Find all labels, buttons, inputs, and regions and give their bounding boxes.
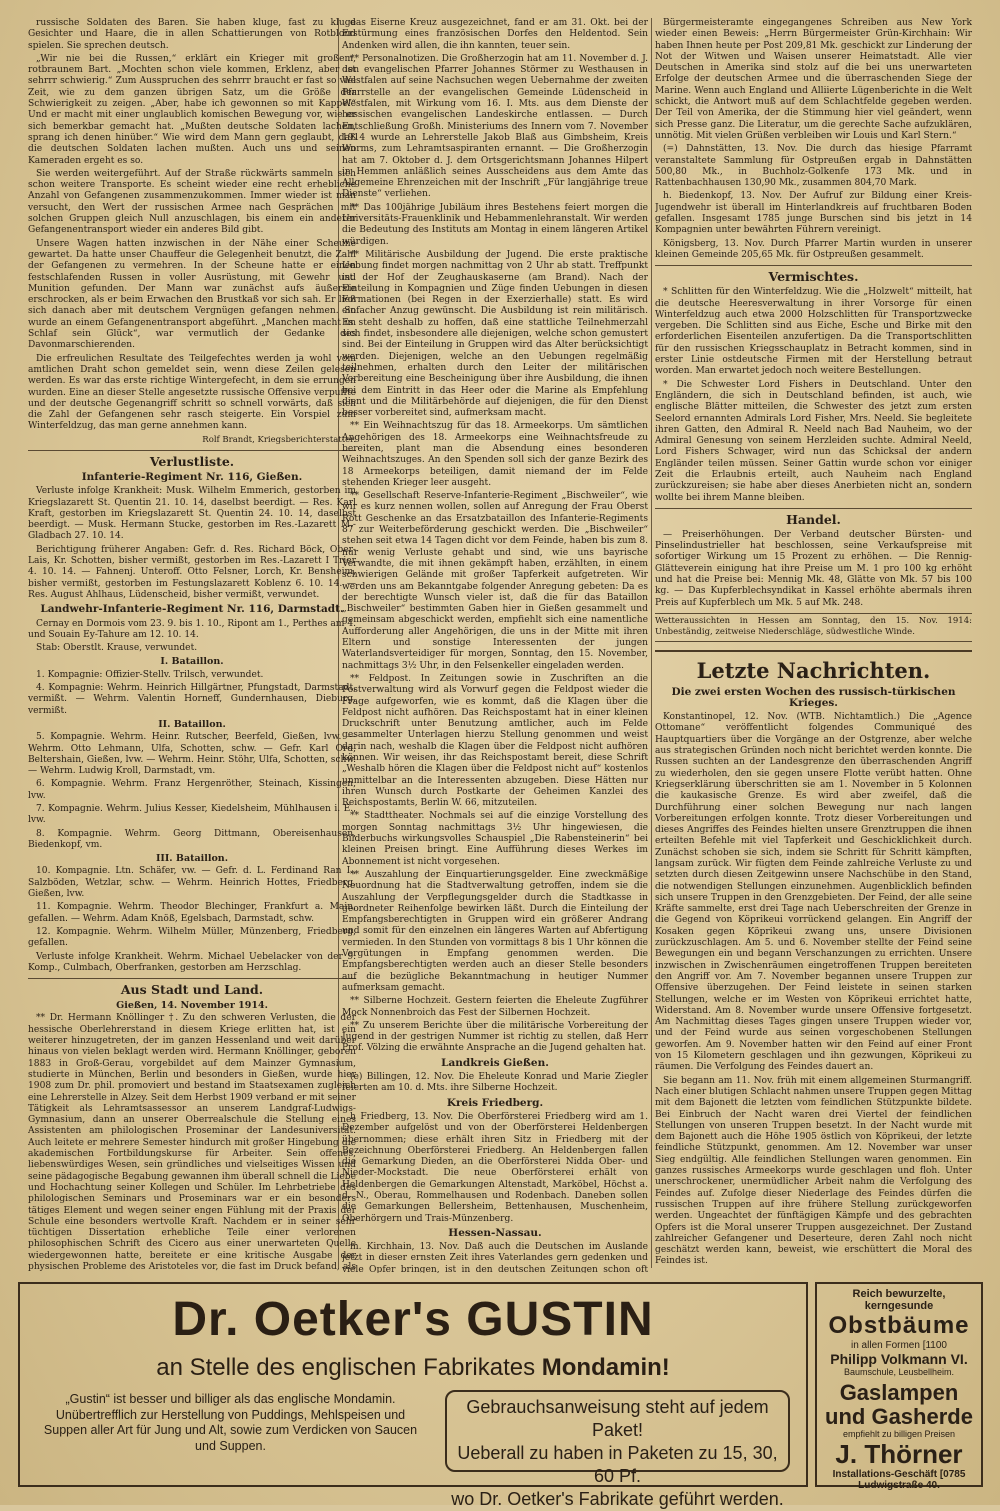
article-paragraph: h. Biedenkopf, 13. Nov. Der Aufruf zur Bildung einer Kreis-Jugendwehr ist überall im Hinterlandkreis auf fruchtbaren Boden gefallen. Insgesamt 1785 junge Burschen sind bis jetzt in 14 Kompagnien unter bewährten Führern vereinigt.	[655, 191, 972, 236]
list-item: Verluste infolge Krankheit. Wehrm. Michael Uebelacker von der 9. Komp., Culmbach, Oberfranken, gestorben am Herzschlag.	[28, 951, 356, 973]
ad-title: Dr. Oetker's GUSTIN	[172, 1293, 654, 1346]
article-paragraph: h Friedberg, 13. Nov. Die Oberförsterei Friedberg wird am 1. Dezember aufgelöst und von der Oberförsterei Heldenbergen übernommen; diese erhält ihren Sitz in Friedberg mit der Bezeichnung Oberförsterei Friedberg. An Heldenbergen fallen die Gemarkung Dieden, an die Oberförsterei Nidda Ober- und Nieder-Mockstadt. Die neue Oberförsterei erhält von Heldenbergen die Gemarkungen Altenstadt, Marköbel, Höchst a. d. N., Oberau, Rommelhausen und Rodenbach. Daneben sollen die Gemarkungen Bellersheim, Bettenhausen, Muschenheim, Oberhörgern und Trais-Münzenberg.	[342, 1111, 648, 1224]
ad-headline-obstbaeume: Obstbäume	[828, 1312, 970, 1339]
battalion-heading: III. Bataillon.	[155, 853, 229, 865]
article-paragraph: * Die Schwester Lord Fishers in Deutschland. Unter den Engländern, die sich in Deutschland befinden, ist auch, wie englische Blätter mitteilen, die Schwester des jetzt zum ersten Seelord ernannten Admirals Lord Fisher, Mrs. Neeld. Sie begleitete ihren Gatten, den Admiral R. Neeld nach Bad Nauheim, wo der Admiral Genesung von seinem Herzleiden suchte. Admiral Neeld, Lord Fishers Schwager, wird nun das Schicksal der andern Engländer teilen müssen. Seiner Gattin wurde schon vor einiger Zeit die Erlaubnis erteilt, auch Nauheim nach England zurückzureisen; sie habe aber dieses Anerbieten nicht an, sondern wollte bei ihrem Manne bleiben.	[655, 379, 972, 503]
article-paragraph: * Schlitten für den Winterfeldzug. Wie die „Holzwelt“ mitteilt, hat die deutsche Heeresverwaltung in ihrer Vorsorge für einen Winterfeldzug auch etwa 2000 Holzschlitten für Transportzwecke vergeben. Die Schlitten sind aus Eiche, Esche und Birke mit den erforderlichen Eisenteilen anzufertigen. Da die Transportschlitten für den russischen Kriegsschauplatz in Betracht kommen, sind in erster Linie ostdeutsche Firmen mit der Herstellung betraut worden. Man erwartet jedoch noch weitere Bestellungen.	[655, 287, 972, 377]
article-paragraph: ** Gesellschaft Reserve-Infanterie-Regiment „Bischweiler“, wie wir es kurz nennen wollen, sollen auf Anregung der Frau Oberst Rott Geschenke an das Ersatzbataillon des Infanterie-Regiments 87 zur Weiterbeförderung geschickt werden. Die „Bischweiler“ stehen seit etwa 14 Tagen dicht vor dem Feinde, haben bis zum 8. nur wenig Verluste gehabt und sind, wie uns bayrische Verwandte, die mit ihnen gekämpft haben, erzählten, in einem schwierigen Gelände mit großer Tapferkeit aufgetreten. Wir werden uns am Bekanntgabe folgender Anregung gebeten: Da es der berechtigte Wunsch vieler ist, daß die für das Bataillon „Bischweiler“ bestimmten Gaben hier in Gießen gesammelt und gemeinsam abgeschickt werden, empfiehlt sich eine namentliche Aufforderung aller Angehörigen, die uns in der Mitte mit ihren Eltern und sonstige Interessenten der jungen Waterlandsverteidiger für morgen, Sonntag, den 15. November, nachmittags 3½ Uhr, in den Felsenkeller eingeladen werden.	[342, 491, 648, 671]
article-paragraph: Die erfreulichen Resultate des Teilgefechtes werden ja wohl vom amtlichen Draht schon gemeldet sein, wenn diese Zeilen gelesen werden. Es war das erste richtige Wintergefecht, in dem sie errungen wurden. Eine an dieser Stelle angesetzte russische Offensive verpuffte und der deutsche Gegenangriff schritt so schnell vorwärts, daß sich die Zahl der Gefangenen sehr rasch steigerte. Ein Vorspiel zum Winterfeldzug, das man gerne annehmen kann.	[28, 353, 356, 432]
list-item: 1. Kompagnie: Offizier-Stellv. Trilsch, verwundet.	[36, 669, 264, 680]
section-heading-verlustliste: Verlustliste.	[28, 450, 356, 469]
article-paragraph: ** Zu unserem Berichte über die militärische Vorbereitung der Jugend in der gestrigen Nummer ist richtig zu stellen, daß Herr Prof. Völzing die erwähnte Ansprache an die Jugend gehalten hat.	[342, 1020, 648, 1054]
ad-instructions-box	[445, 1390, 790, 1509]
article-paragraph: Konstantinopel, 12. Nov. (WTB. Nichtamtlich.) Die „Agence Ottomane“ veröffentlicht folgendes Communiqué des Hauptquartiers über die Vorgänge an der Ostgrenze, aber welche aus strategischen Gründen noch nicht berichtet werden konnte. Die Russen suchten an der Landesgrenze den überraschenden Angriff zu wiederholen, den sie gegen unsere Flotte verübt hatten. Ohne Kriegserklärung überschritten sie am 1. November in 5 Kolonnen die kaukasische Grenze. Es wird aber zweifel, daß die Durchführung einer solchen Bewegung nur nach langen Vorbereitungen erfolgen konnte. Trotz dieser Vorbereitungen und dieses Angriffes des Feindes hielten unsere Grenztruppen die ihnen erteilten Befehle mit viel Tapferkeit und Geschicklichkeit durch. Zunächst schoben sie sich, indem sie Schritt für Schritt kämpften, langsam zurück. Wir fügten dem Feinde zahlreiche Verluste zu und setzten durch diesen Zeitgewinn unsere Nachschübe in den Stand, die notwendigen Stellungen einzunehmen. Augenblicklich befinden sich unsere Truppen in den Grenzgebieten. Der Feind, der alle seine Kräfte sammelte, erst drei Tage nach Ueberschreiten der Grenze in die Gegend von Köprikeui vorrückend gelangen. Ein Angriff der Kosaken gegen Köprikeui zwang uns, unsere Divisionen zurückzuschlagen. Am 5. und 6. November stellte der Feind seine Bewegungen ein und begann Verschanzungen zu errichten. Unsere inzwischen in Zwischenräumen eingetroffenen Truppen bereiteten den Angriff vor. Am 7. November begannen unsere Truppen zur Offensive überzugehen. Der Feind leistete in seinen starken Stellungen, welche er im Westen von Köprikeui errichtet hatte, Widerstand. Am 8. November wurde unsere Offensive fortgesetzt. Am Nachmittag dieses Tages gingen unsere Truppen wieder vor, und der Feind wurde aus seinen vorgeschobenen Stellungen geworfen. Am 9. November hatten wir den Feind auf einer Front von 15 Kilometern geschlagen und ihn gezwungen, Köprikeui zu räumen. Die Verfolgung des Feindes dauert an.	[655, 712, 972, 1073]
battalion-heading: II. Bataillon.	[158, 718, 226, 730]
article-paragraph: Sie werden weitergeführt. Auf der Straße rückwärts sammeln sich schon weitere Transporte. Es scheint wieder eine recht erhebliche Anzahl von Gefangenen zusammenzukommen. Immer wieder ist man versucht, den Wert der russischen Armee nach Gesprächen mit solchen Gruppen gleich Null anzuschlagen, bis einem ein anderer Gefangenentransport wieder ein anderes Bild gibt.	[28, 168, 356, 236]
weather-forecast: Wetteraussichten in Hessen am Sonntag, den 15. Nov. 1914: Unbeständig, zeitweise Niederschläge, südwestliche Winde.	[655, 613, 972, 642]
list-item: 11. Kompagnie. Wehrm. Theodor Blechinger, Frankfurt a. Main, gefallen. — Wehrm. Adam Knöß, Egelsbach, Darmstadt, schw.	[28, 902, 356, 924]
article-paragraph: (=) Dahnstätten, 13. Nov. Die durch das hiesige Pfarramt veranstaltete Sammlung für Ostpreußen ergab in Dahnstätten 500,80 Mk., in Buchholz-Golkenfe 173 Mk. und in Rattenbachhausen 130,90 Mk., zusammen 804,70 Mark.	[655, 144, 972, 189]
section-heading-stadt-und-land: Aus Stadt und Land.	[28, 978, 356, 997]
ad-line: Installations-Geschäft [0785	[832, 1469, 966, 1480]
list-item: 5. Kompagnie. Wehrm. Heinr. Rutscher, Beerfeld, Gießen, lvw. — Wehrm. Otto Lehmann, Ulfa, Schotten, schw. — Gefr. Karl Ord, Beltershain, Gießen, lvw. — Wehrm. Heinr. Stöhr, Ulfa, Schotten, schw. — Wehrm. Ludwig Kroll, Darmstadt, vm.	[28, 732, 356, 777]
article-paragraph: ** Stadttheater. Nochmals sei auf die einzige Vorstellung des morgen Sonntag nachmittags 3½ Uhr hingewiesen, die Bilderbuchs wirkungsvolles Schauspiel „Die Rabensteinerin“ bei kleinen Preisen bringt. Eine Aufführung dieses Werkes im Abonnement ist nicht vorgesehen.	[342, 811, 648, 867]
article-paragraph: m. Kirchhain, 13. Nov. Daß auch die Deutschen im Auslande jetzt in dieser ernsten Zeit ihres Vaterlandes gern gedenken und viele Opfer bringen, ist in den deutschen Zeitungen schon oft	[342, 1242, 648, 1273]
list-item: Stab: Oberstlt. Krause, verwundet.	[36, 643, 198, 654]
article-paragraph: das Eiserne Kreuz ausgezeichnet, fand er am 31. Okt. bei der Erstürmung eines französischen Dorfes den Heldentod. Sein Andenken wird allen, die ihn kannten, teuer sein.	[342, 18, 648, 51]
list-item: 10. Kompagnie. Ltn. Schäfer, vw. — Gefr. d. L. Ferdinand Ran I., Salzböden, Wetzlar, schw. — Wehrm. Heinrich Hottes, Friedberg, Gießen, lvw.	[28, 866, 356, 900]
battalion-heading: I. Bataillon.	[160, 656, 224, 668]
ad-box-line: Ueberall zu haben in Paketen zu 15, 30, 60 Pf.	[457, 1443, 778, 1486]
article-subheading: Die zwei ersten Wochen des russisch-türkischen Krieges.	[671, 685, 956, 709]
district-heading: Landkreis Gießen.	[441, 1056, 549, 1069]
article-paragraph: ** Personalnotizen. Die Großherzogin hat am 11. November d. J. den evangelischen Pfarrer Johannes Störmer zu Westhausen in Westfalen auf seine Nachsuchen wegen Uebernahme der zweiten Pfarrstelle an der evangelischen Gemeinde Lüdenscheid in Westfalen, mit Wirkung vom 16. I. Mts. aus dem Dienste der hessischen evangelischen Landeskirche entlassen. — Durch Entschließung Großh. Ministeriums des Innern vom 7. November 1914 wurde an Lehrerstelle Jakob Blaß aus Gimbsheim, Kreis Worms, zum Lehramtsaspiranten ernannt. — Die Großherzogin hat am 7. Oktober d. J. dem Ortsgerichtsmann Johannes Hilpert in Hemmen anläßlich seines Ausscheidens aus dem Amte das Allgemeine Ehrenzeichen mit der Inschrift „Für langjährige treue Dienste“ verliehen.	[342, 53, 648, 200]
oetker-gustin-advertisement	[18, 1282, 808, 1509]
column-2	[342, 18, 648, 1273]
list-item: 8. Kompagnie. Wehrm. Georg Dittmann, Obereisenhausen, Biedenkopf, vm.	[28, 828, 356, 850]
author-signature: Rolf Brandt, Kriegsberichterstatter.	[202, 434, 356, 445]
district-heading: Kreis Friedberg.	[446, 1096, 544, 1109]
ad-subtitle	[20, 1354, 806, 1382]
district-heading: Hessen-Nassau.	[448, 1226, 542, 1239]
list-item: 12. Kompagnie. Wehrm. Wilhelm Müller, Münzenberg, Friedberg, gefallen.	[28, 926, 356, 949]
ad-line: Reich bewurzelte, kerngesunde	[852, 1288, 946, 1312]
list-item: Verluste infolge Krankheit: Musk. Wilhelm Emmerich, gestorben im Kriegslazarett St. Quentin 21. 10. 14, daselbst beerdigt. — Res. Karl Kraft, gestorben im Kriegslazarett St. Quentin 24. 10. 14, daselbst beerdigt. — Musk. Hermann Stucke, gestorben im Res.-Lazarett M.-Gladbach 27. 10. 14.	[28, 486, 356, 542]
section-heading-handel: Handel.	[655, 508, 972, 527]
dateline: Gießen, 14. November 1914.	[116, 1000, 268, 1012]
section-heading-vermischtes: Vermischtes.	[655, 265, 972, 284]
ad-address: Ludwigstraße 40.	[858, 1480, 940, 1491]
ad-description: „Gustin“ ist besser und billiger als das englische Mondamin. Unübertrefflich zur Herstellung von Puddings, Mehlspeisen und Suppen aller Art für Jung und Alt, sowie zum Verdicken von Saucen und Suppen.	[43, 1392, 418, 1453]
article-paragraph: ** Auszahlung der Einquartierungsgelder. Eine zweckmäßige Neuordnung hat die Stadtverwaltung getroffen, indem sie die Auszahlung der Verpflegungsgelder durch die Stadtkasse in geordneter Reihenfolge bewirken läßt. Durch die Einteilung der Empfangsberechtigten in Gruppen wird ein größerer Andrang und somit für den einzelnen ein längeres Warten auf Abfertigung vermieden. In den Stunden von vormittags 8 bis 1 Uhr können die Vergütungen in Empfang genommen werden. Die Empfangsberechtigten werden auch an dieser Stelle besonders auf die bezügliche Bekanntmachung in heutiger Nummer aufmerksam gemacht.	[342, 869, 648, 993]
ad-subtitle-brand: Mondamin!	[541, 1354, 670, 1381]
article-paragraph: — Preiserhöhungen. Der Verband deutscher Bürsten- und Pinselindustrieller hat beschlossen, seine Verkaufspreise mit sofortiger Wirkung um 15 Prozent zu erhöhen. — Die Rennig-Glätteverein einigung hat ihre Preise um M. 1 pro 100 kg erhöht und hat die Preise bei: Mennig Mk. 48, Glätte von Mk. 57 bis 100 kg. — Das Kupferblechsyndikat in Kassel erhöhte abermals ihren Preis auf Kupferblech um Mk. 5 auf Mk. 248.	[655, 529, 972, 608]
list-item: Cernay en Dormois vom 23. 9. bis 1. 10., Ripont am 1., Perthes am 4. und Souain Ey-Tahure am 12. 10. 14.	[28, 618, 356, 640]
article-paragraph: Unsere Wagen hatten inzwischen in der Nähe einer Scheune gewartet. Da hatte unser Chauffeur die Gelegenheit benutzt, die Zahl der Gefangenen zu vermehren. In der Scheune hatte er einen festschlafenden Russen in voller Ausrüstung, mit Gewehr und Munition gefunden. Der Mann war zunächst aufs äußerste erschrocken, als er beim Erwachen den Brustkaß vor sich sah. Er ließ sich danach aber mit deutschem Vergnügen gefangen nehmen. So wurde an einem Gefangenentransport abgeführt. „Manchen macht im Schlaf sein Glück“, war vermutlich der Gedanke des Davonmarschierenden.	[28, 238, 356, 351]
ad-box-line: Gebrauchsanweisung steht auf jedem Paket!	[466, 1397, 769, 1440]
regiment-heading: Infanterie-Regiment Nr. 116, Gießen.	[81, 470, 303, 483]
article-paragraph: ** Silberne Hochzeit. Gestern feierten die Eheleute Zugführer Mock Nonnenbroich das Fest der Silbernen Hochzeit.	[342, 996, 648, 1018]
article-paragraph: ** Ein Weihnachtszug für das 18. Armeekorps. Um sämtlichen Angehörigen des 18. Armeekorps eine Weihnachtsfreude zu bereiten, plant man die Absendung eines besonderen Weihnachtszuges. An den Spenden soll sich der ganze Bezirk des 18 Armeekorps beteiligen, damit niemand der im Felde stehenden Krieger leer ausgeht.	[342, 421, 648, 488]
ad-company-name: Philipp Volkmann VI.	[830, 1351, 968, 1367]
ad-subtitle-text: an Stelle des englischen Fabrikates	[156, 1354, 542, 1381]
ad-line: empfiehlt zu billigen Preisen	[842, 1429, 956, 1439]
list-item: 7. Kompagnie. Wehrm. Julius Kesser, Kiedelsheim, Mühlhausen i. E., lvw.	[28, 804, 356, 826]
article-paragraph: (e) Billingen, 12. Nov. Die Eheleute Konrad und Marie Ziegler feierten am 10. d. Mts. ihre Silberne Hochzeit.	[342, 1072, 648, 1094]
article-paragraph: ** Militärische Ausbildung der Jugend. Die erste praktische Uebung findet morgen nachmittag von 2 Uhr ab statt. Treffpunkt ist der Hof der Zeughauskaserne (am Brand). Nach der Einteilung in Kompagnien und Züge finden Uebungen in diesen Formationen (bei Regen in der Exerzierhalle) statt. Es wird einfacher Anzug gewünscht. Die Ausbildung ist rein militärisch. Es steht deshalb zu hoffen, daß eine stattliche Teilnehmerzahl sich findet, insbesondere alle diejenigen, welche schon gemustert sind. Bei der Einteilung in Gruppen wird das Alter berücksichtigt werden. Diejenigen, welche an den Uebungen regelmäßig teilnehmen, erhalten durch den Leiter der militärischen Vorbereitung eine Bescheinigung über ihre Ausbildung, die ihnen bei dem Eintritt in das Heer oder die Marine als Empfehlung dient und die Militärbehörde auf diejenigen, die für den Dienst besser vorbereitet sind, aufmerksam macht.	[342, 249, 648, 419]
section-heading-letzte-nachrichten: Letzte Nachrichten.	[655, 650, 972, 684]
ad-line: in allen Formen [1100	[851, 1340, 947, 1351]
article-paragraph: russische Soldaten des Baren. Sie haben kluge, fast zu kluge Gesichter und Haare, die in allen Schattierungen von Rotblond spielen. Sie sprechen deutsch.	[28, 18, 356, 51]
article-paragraph: ** Feldpost. In Zeitungen sowie in Zuschriften an die Postverwaltung wird als Vorwurf gegen die Feldpost wieder die Frage aufgeworfen, wie es kommt, daß die Klagen über die Feldpost nicht aufhören. Das Reichspostamt hat in einer kleinen Druckschrift unter Benutzung amtlicher, auch im Felde gesammelter Unterlagen hierzu Stellung genommen und weist darin nach, weshalb die Klagen über die Feldpost nicht aufhören können. Wir weisen, ihr das Reichspostamt bereit, diese Schrift „Weshalb hören die Klagen über die Feldpost nicht auf“ kostenlos unmittelbar an die Interessenten abzugeben. Diese Hätten nur ihren Wunsch durch Postkarte der Geheimen Kanzlei des Reichspostamts, Berlin W. 66, mitzuteilen.	[342, 673, 648, 809]
ad-line: Baumschule, Leusbellheim.	[843, 1367, 955, 1377]
side-advertisements	[815, 1282, 983, 1491]
list-item: Berichtigung früherer Angaben: Gefr. d. Res. Richard Böck, Ober-Lais, Kr. Schotten, bisher vermißt, gestorben im Res.-Lazarett I Trier 4. 10. 14. — Fahnenj. Unteroff. Otto Felsner, Lorch, Kr. Bensheim, bisher vermißt, gestorben im Festungslazarett Koblenz 6. 10. 14. — Res. August Ahlhaus, Lüdenscheid, bisher vermißt, verwundet.	[28, 544, 356, 600]
column-rule	[651, 18, 652, 1268]
column-3	[655, 18, 972, 1273]
list-item: 4. Kompagnie: Wehrm. Heinrich Hillgärtner, Pfungstadt, Darmstadt, vermißt. — Wehrm. Valentin Horneff, Gundernhausen, Dieburg, vermißt.	[28, 683, 356, 716]
article-paragraph: ** Dr. Hermann Knöllinger †. Zu den schweren Verlusten, die der hessische Oberlehrerstand in diesem Kriege erlitten hat, ist ein weiterer hinzugetreten, der im ganzen Hessenland und weit darüber hinaus von vielen beklagt werden wird. Hermann Knöllinger, geboren 1883 in Groß-Gerau, vorgebildet auf dem Mainzer Gymnasium, studierte in München, Berlin und besonders in Gießen, wurde hier 1908 zum Dr. phil. promoviert und bestand im Staatsexamen zugleich eine Lehrerstelle in Alzey. Seit dem Herbst 1909 verband er mit seiner Tätigkeit als Lehramtsassessor an unserem Landgraf-Ludwigs-Gymnasium, dann an unserer Oberrealschule die Stellung eines Assistenten am philologischen Proseminar der Landesuniversität. Auch leitete er mehrere Semester hindurch mit großer Hingebung die akademischen Fortbildungskurse für Arbeiter. Sein offenes, liebenswürdiges Wesen, sein gründliches und vielseitiges Wissen und seine pädagogische Begabung gewannen ihm überall schnell die Liebe und Hochachtung seiner Kollegen und Schüler. Im Lehrbetriebe des philologischen Seminars und Proseminars war er ein besonders tätiges Element und wegen seiner engen Fühlung mit der Praxis der Schule eine besonders wertvolle Kraft. Nachdem er in seiner sehr tüchtigen Dissertation erhebliche Teile einer verlorenen philosophischen Schrift des Cicero aus einer unerwarteten Quelle wiedergewonnen hatte, bereitete er eine kritische Ausgabe der physischen Probleme des Aristoteles vor, die fast im Druck befand, als	[28, 1013, 356, 1272]
article-paragraph: ** Das 100jährige Jubiläum ihres Bestehens feiert morgen die Universitäts-Frauenklinik und Hebammenlehranstalt. Wir werden die Bedeutung des Instituts am Montag in einem längeren Artikel würdigen.	[342, 202, 648, 247]
article-paragraph: Bürgermeisteramte eingegangenes Schreiben aus New York wieder einen Beweis: „Herrn Bürgermeister Grün-Kirchhain: Wir haben Ihnen heute per Post 209,81 Mk. geschickt zur Linderung der Not der Witwen und Waisen unserer Heimatstadt. Alle vier Deutschen in Amerika sind stolz auf die bei uns unerwarteten Erfolge der deutschen Armee und die überraschenden Siege der Marine. Wenn auch England und Alliierte Lügenberichte in die Welt schickt, die Antwort muß auf dem Schlachtfelde gegeben werden. Der Teil von Amerika, der die Stimmung hier viel geändert, wenn sich Presse ganz. Die Literatur, um die gerechte Sache aufzuklären, unnötig. Mit vielen Grüßen verbleiben wir Louis und Karl Stern.“	[655, 18, 972, 141]
list-item: 6. Kompagnie. Wehrm. Franz Hergenröther, Steinach, Kissingen, lvw.	[28, 779, 356, 801]
column-1	[28, 18, 356, 1273]
regiment-heading: Landwehr-Infanterie-Regiment Nr. 116, Darmstadt.	[40, 603, 344, 616]
ad-headline-gaslampen: Gaslampen und Gasherde	[825, 1380, 973, 1429]
ad-box-line: wo Dr. Oetker's Fabrikate geführt werden.	[451, 1489, 784, 1509]
ad-company-name: J. Thörner	[835, 1439, 963, 1469]
article-paragraph: Sie begann am 11. Nov. früh mit einem allgemeinen Sturmangriff. Nach einer blutigen Schlacht nahmen unsere Truppen gegen Mittag mit dem Bajonett die letzten vom feindlichen Stützpunkte bildete. Bei Einbruch der Nacht waren drei Viertel der feindlichen Stellungen von unseren Truppen besetzt. In der Nacht wurde mit dem Bajonett auch die Höhe 1905 östlich von Köprikeui, der letzte feindliche Stützpunkt, genommen. Am 12. November war unser Sieg endgültig. Alle feindlichen Stellungen waren genommen. Ein ganzes russisches Armeekorps wurde geschlagen und floh. Unter unerschrockener, unermüdlicher Arbeit nahm die Verfolgung des Feindes auf. Zufolge dieser Niederlage des Feindes dürfen die russischen Truppen auf ihre frühere Stellung zurückgeworfen werden. Ungeachtet der fünftägigen Kämpfe und des gebrachten Opfers ist die Moral unserer Truppen ausgezeichnet. Der Zustand zahlreicher Gefangener und Deserteure, deren Zahl noch nicht geschätzt werden kann, beweist, wie erschüttert die Moral des Feindes ist.	[655, 1075, 972, 1267]
article-paragraph: „Wir nie bei die Russen,“ erklärt ein Krieger mit großem, rotbraunem Bart. „Mochten schon viele kommen, Erklenz, aber ist sehrrr schwierig.“ Zum Ausspruchen des sehrrr braucht er fast so viel Zeit, wie zu dem ganzen übrigen Satz, um die Größe der Schwierigkeit zu zeigen. „Aber, habe ich gewonnen so mit Kappe!“ Und er macht mit einer unglaublich komischen Bewegung vor, wie er sich bemerkbar gemacht hat. „Mußten deutsche Soldaten lachen, sprang ich denen hinüber.“ Wie wird dem Mann gern geglaubt, daß die deutschen Soldaten lachen mußten. Auch uns und seinen Kameraden ergeht es so.	[28, 53, 356, 166]
article-paragraph: Königsberg, 13. Nov. Durch Pfarrer Martin wurden in unserer kleinen Gemeinde 205,65 Mk. für Ostpreußen gesammelt.	[655, 238, 972, 260]
